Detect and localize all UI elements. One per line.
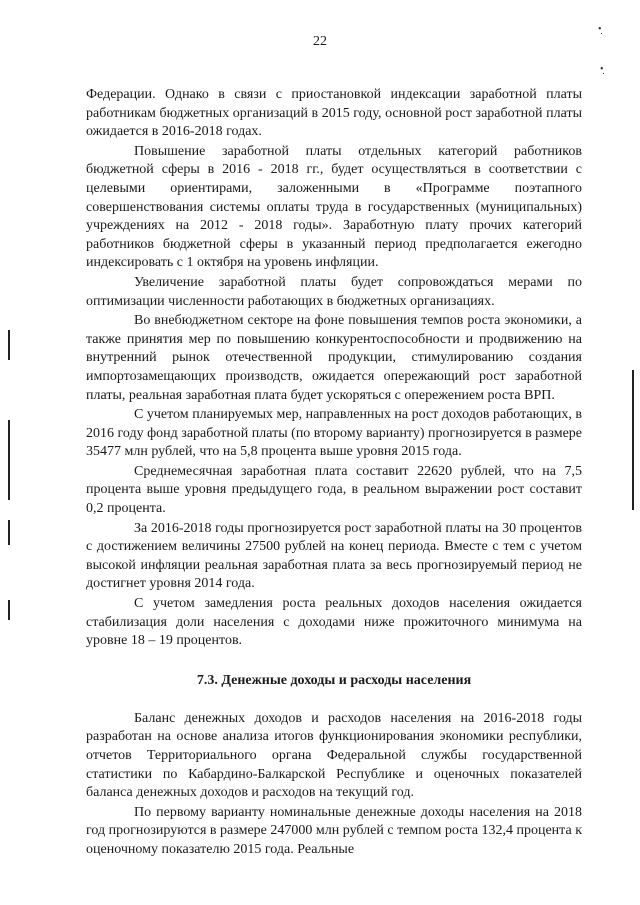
scan-mark-bottom: •̣	[600, 64, 604, 75]
scan-edge-line	[8, 520, 10, 545]
scan-edge-line	[8, 600, 10, 620]
paragraph: За 2016-2018 годы прогнозируется рост заработной платы на 30 процентов с достижением величины 27500 рублей на конец периода. Вместе с тем с учетом высокой инфляции реальная заработная плата за весь прогнозируемый период не достигнет уровня 2014 года.	[86, 520, 582, 592]
scan-edge-line	[632, 370, 634, 510]
scan-edge-line	[8, 330, 10, 360]
section-heading: 7.3. Денежные доходы и расходы населения	[196, 672, 472, 688]
document-body	[86, 86, 582, 860]
scan-edge-line	[8, 420, 10, 500]
paragraph: С учетом замедления роста реальных доходов населения ожидается стабилизация доли населения с доходами ниже прожиточного минимума на уровне 18 – 19 процентов.	[86, 596, 582, 649]
page-number: 22	[313, 34, 327, 49]
paragraph: По первому варианту номинальные денежные доходы населения на 2018 год прогнозируются в размере 247000 млн рублей с темпом роста 132,4 процента к оценочному показателю 2015 года. Реальные	[86, 804, 582, 857]
scan-mark-top: •̣	[598, 24, 602, 35]
paragraph: Во внебюджетном секторе на фоне повышения темпов роста экономики, а также принятия мер по повышению конкурентоспособности и продвижению на внутренний рынок отечественной продукции, стимулированию создания импортозамещающих производств, ожидается опережающий рост заработной платы, реальная заработная плата будет ускоряться с опережением роста ВРП.	[86, 313, 582, 403]
paragraph: Увеличение заработной платы будет сопровождаться мерами по оптимизации численности работающих в бюджетных организациях.	[86, 274, 582, 309]
paragraph: Повышение заработной платы отдельных категорий работников бюджетной сферы в 2016 - 2018 гг., будет осуществляться в соответствии с целевыми ориентирами, заложенными в «Программе поэтапного совершенствования системы оплаты труда в государственных (муниципальных) учреждениях на 2012 - 2018 годы». Заработную плату прочих категорий работников бюджетной сферы в указанный период предполагается ежегодно индексировать с 1 октября на уровень инфляции.	[86, 143, 582, 271]
paragraph: Среднемесячная заработная плата составит 22620 рублей, что на 7,5 процента выше уровня предыдущего года, в реальном выражении рост составит 0,2 процента.	[86, 463, 582, 517]
paragraph: Баланс денежных доходов и расходов населения на 2016-2018 годы разработан на основе анализа итогов функционирования экономики республики, отчетов Территориального органа Федеральной службы государственной статистики по Кабардино-Балкарской Республике и оценочных показателей баланса денежных доходов и расходов на текущий год.	[86, 710, 582, 801]
paragraph: Федерации. Однако в связи с приостановкой индексации заработной платы работникам бюджетных организаций в 2015 году, основной рост заработной платы ожидается в 2016-2018 годах.	[86, 87, 582, 140]
paragraph: С учетом планируемых мер, направленных на рост доходов работающих, в 2016 году фонд заработной платы (по второму варианту) прогнозируется в размере 35477 млн рублей, что на 5,8 процента выше уровня 2015 года.	[86, 407, 583, 460]
